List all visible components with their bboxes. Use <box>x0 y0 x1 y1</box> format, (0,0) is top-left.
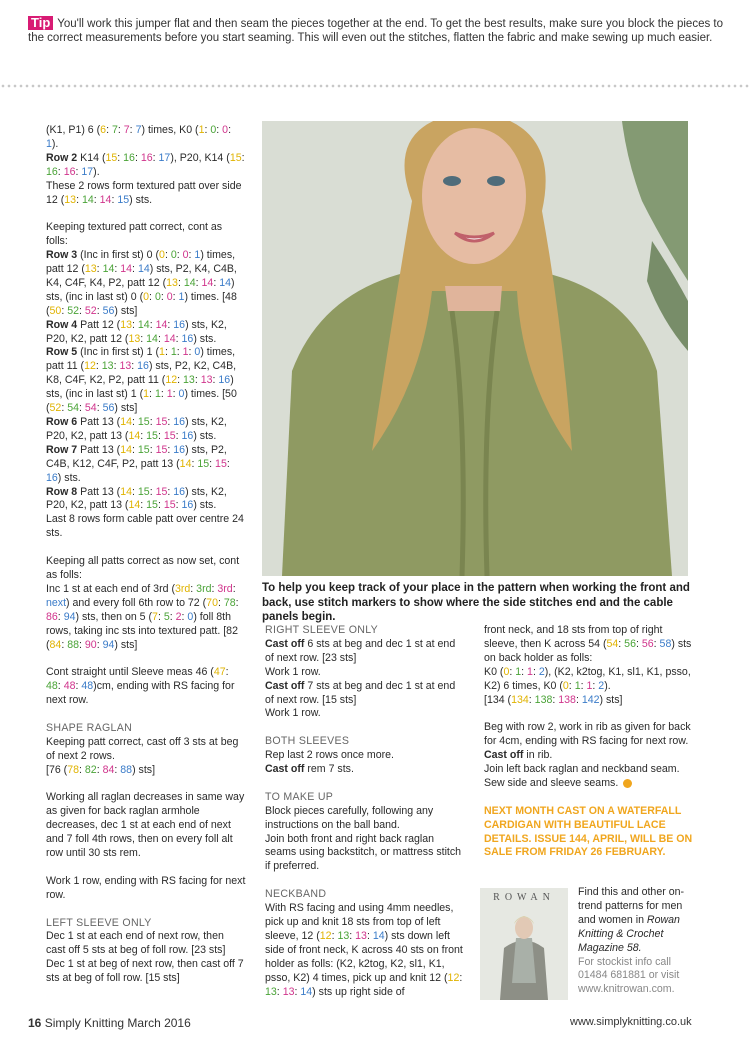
step-heading: Cast off <box>265 637 305 650</box>
section-heading: LEFT SLEEVE ONLY <box>46 916 152 929</box>
page-footer-left <box>28 1016 191 1030</box>
row-heading: Row 5 <box>46 346 78 359</box>
section-heading: BOTH SLEEVES <box>265 735 350 748</box>
dotted-divider <box>0 84 750 88</box>
magazine-cover-image <box>480 888 568 1000</box>
footer-title: Simply Knitting March 2016 <box>44 1016 191 1030</box>
step-heading: Cast off <box>484 749 524 762</box>
row-heading: Row 2 <box>46 151 78 164</box>
tip-badge: Tip <box>28 16 53 30</box>
tip-text: You'll work this jumper flat and then seam the pieces together at the end. To get the best results, make sure you block the pieces to the correct measurements before you start seaming. This will even out the stitches, flatten the fabric and make sewing up much easier. <box>28 18 724 44</box>
row-heading: Row 7 <box>46 443 78 456</box>
cover-brand-text: ROWAN <box>493 892 555 903</box>
section-heading: TO MAKE UP <box>265 790 334 803</box>
row-heading: Row 8 <box>46 485 78 498</box>
footer-url: www.simplyknitting.co.uk <box>570 1016 692 1028</box>
stockist-info <box>578 886 698 997</box>
pattern-column-right: front neck, and 18 sts from top of right sleeve, then K across 54 (54: 56: 56: 58) sts on back holder as folls: K0 (0: 1: 1: 2), (K2, k2tog, K1, sl1, K1, psso, K2) 6 times, K0 (0: 1: 1: 2). [134 (134: 138: 138: 142) sts] Beg with row 2, work in rib as given for back for 4cm, ending with RS facing for next row. Cast off in rib. Join left back raglan and neckband seam. Sew side and sleeve seams. NEXT MONTH CAST ON A WATERFALL CARDIGAN WITH BEAUTIFUL LACE DETAILS. ISSUE 144, APRIL, WILL BE ON SALE FROM FRIDAY 26 FEBRUARY. <box>484 624 693 859</box>
row-heading: Row 6 <box>46 416 78 429</box>
find-text: Find this and other on-trend patterns for men and women in <box>578 886 684 926</box>
row-heading: Row 4 <box>46 318 78 331</box>
step-heading: Cast off <box>265 679 305 692</box>
row-heading: Row 3 <box>46 249 78 262</box>
stockist-text: For stockist info call 01484 681881 or visit www.knitrowan.com. <box>578 955 680 996</box>
pattern-column-middle: RIGHT SLEEVE ONLY Cast off 6 sts at beg and dec 1 st at end of next row. [23 sts] Work 1 row. Cast off 7 sts at beg and dec 1 st at end of next row. [15 sts] Work 1 row. BOTH SLEEVES Rep last 2 rows once more. Cast off rem 7 sts. TO MAKE UP Block pieces carefully, following any instructions on the ball band. Join both front and right back raglan seams using backstitch, or mattress stitch if preferred. NECKBAND With RS facing and using 4mm needles, pick up and knit 18 sts from top of left sleeve, 12 (12: 13: 13: 14) sts down left side of front neck, K across 40 sts on front holder as folls: (K2, k2tog, K2, sl1, K1, psso, K2) 4 times, pick up and knit 12 (12: 13: 13: 14) sts up right side of <box>265 624 465 1013</box>
tip-box <box>28 16 728 45</box>
section-heading: RIGHT SLEEVE ONLY <box>265 624 379 636</box>
step-heading: Cast off <box>265 763 305 776</box>
magazine-title: Rowan Knitting & Crochet Magazine 58. <box>578 913 680 954</box>
next-month-promo: NEXT MONTH CAST ON A WATERFALL CARDIGAN WITH BEAUTIFUL LACE DETAILS. ISSUE 144, APRIL, WILL BE ON SALE FROM FRIDAY 26 FEBRUARY. <box>484 804 693 859</box>
end-bullet-icon <box>623 779 632 788</box>
page-number: 16 <box>28 1016 42 1030</box>
pattern-column-left: (K1, P1) 6 (6: 7: 7: 7) times, K0 (1: 0: 0: 1). Row 2 K14 (15: 16: 16: 17), P20, K14 (15: 16: 16: 17). These 2 rows form textured patt over side 12 (13: 14: 14: 15) sts. Keeping textured patt correct, cont as folls: Row 3 (Inc in first st) 0 (0: 0: 0: 1) times, patt 12 (13: 14: 14: 14) sts, P2, K4, C4B, K4, C4F, K4, P2, patt 12 (13: 14: 14: 14) sts, (inc in last st) 0 (0: 0: 0: 1) times. [48 (50: 52: 52: 56) sts] Row 4 Patt 12 (13: 14: 14: 16) sts, K2, P20, K2, patt 12 (13: 14: 14: 16) sts. Row 5 (Inc in first st) 1 (1: 1: 1: 0) times, patt 11 (12: 13: 13: 16) sts, P2, K2, C4B, K8, C4F, K2, P2, patt 11 (12: 13: 13: 16) sts, (inc in last st) 1 (1: 1: 1: 0) times. [50 (52: 54: 54: 56) sts] Row 6 Patt 13 (14: 15: 15: 16) sts, K2, P20, K2, patt 13 (14: 15: 15: 16) sts. Row 7 Patt 13 (14: 15: 15: 16) sts, P2, C4B, K12, C4F, P2, patt 13 (14: 15: 15: 16) sts. Row 8 Patt 13 (14: 15: 15: 16) sts, K2, P20, K2, patt 13 (14: 15: 15: 16) sts. Last 8 rows form cable patt over centre 24 sts. Keeping all patts correct as now set, cont as folls: Inc 1 st at each end of 3rd (3rd: 3rd: 3rd: next) and every foll 6th row to 72 (70: 78: 86: 94) sts, then on 5 (7: 5: 2: 0) foll 8th rows, taking inc sts into textured patt. [82 (84: 88: 90: 94) sts] Cont straight until Sleeve meas 46 (47: 48: 48: 48)cm, ending with RS facing for next row. SHAPE RAGLAN Keeping patt correct, cast off 3 sts at beg of next 2 rows. [76 (78: 82: 84: 88) sts] Working all raglan decreases in same way as given for back raglan armhole decreases, dec 1 st at each end of next and 7 foll 4th rows, then on every foll alt row until 30 sts rem. Work 1 row, ending with RS facing for next row. LEFT SLEEVE ONLY Dec 1 st at each end of next row, then cast off 5 sts at beg of foll row. [23 sts] Dec 1 st at beg of next row, then cast off 7 sts at beg of foll row. [15 sts] <box>46 124 246 985</box>
model-photo <box>262 121 688 576</box>
photo-caption: To help you keep track of your place in the pattern when working the front and back, use stitch markers to show where the side stitches end and the cable panels begin. <box>262 582 690 623</box>
section-heading: SHAPE RAGLAN <box>46 721 133 734</box>
section-heading: NECKBAND <box>265 888 327 901</box>
